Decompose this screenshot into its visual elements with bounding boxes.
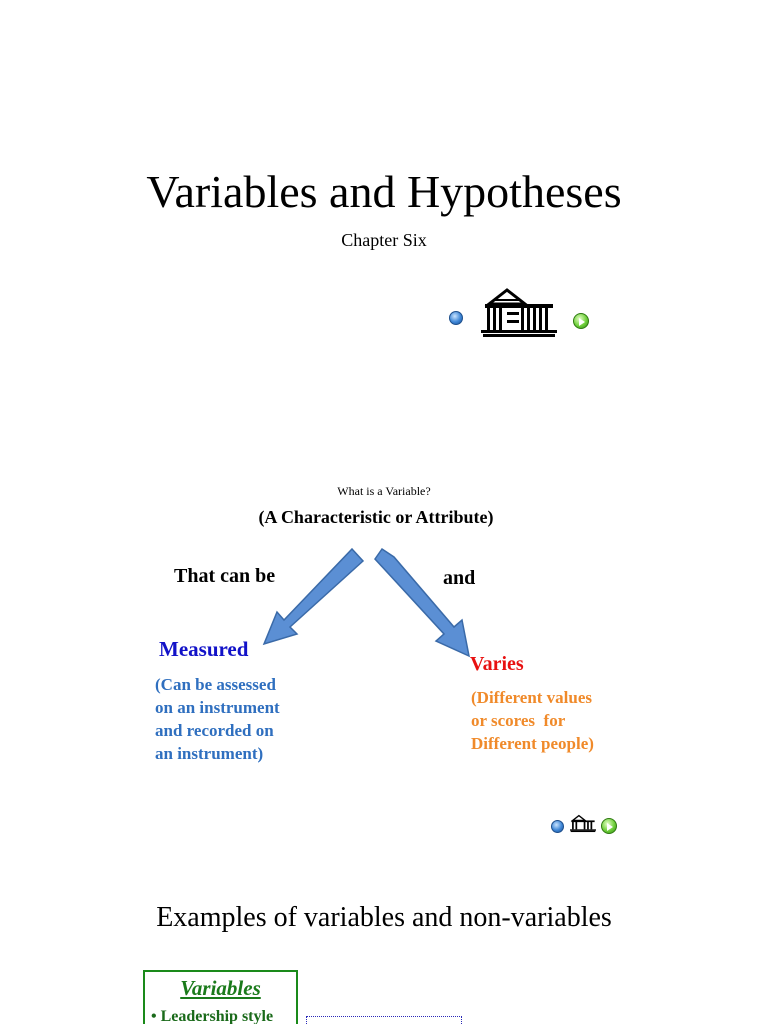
varies-description [471, 686, 671, 755]
back-button-icon[interactable] [551, 820, 564, 833]
slide-title: Variables and Hypotheses [146, 166, 622, 217]
connector-that-can-be: That can be [174, 565, 276, 587]
variables-item-text: Leadership style [160, 1008, 274, 1024]
forward-button-icon[interactable] [601, 818, 617, 834]
variables-heading: Variables [180, 976, 261, 1000]
measured-desc-line: on an instrument [155, 698, 280, 717]
home-building-icon[interactable] [570, 813, 596, 834]
measured-desc-line: an instrument) [155, 744, 264, 763]
measured-label: Measured [159, 637, 249, 661]
measured-description [155, 673, 355, 765]
connector-and: and [443, 567, 476, 589]
variables-box [143, 970, 298, 1024]
examples-title: Examples of variables and non-variables [156, 902, 612, 933]
slide-subtitle: Chapter Six [341, 230, 427, 250]
variable-question: What is a Variable? [337, 484, 431, 498]
varies-label: Varies [470, 653, 524, 675]
variables-item: • Leadership style [151, 1008, 274, 1024]
back-button-icon[interactable] [449, 311, 463, 325]
varies-desc-line: or scores for [471, 711, 566, 730]
left-down-arrow [264, 549, 363, 644]
home-building-icon[interactable] [481, 288, 557, 338]
diagram-arrows [255, 540, 485, 665]
measured-desc-line: and recorded on [155, 721, 274, 740]
varies-desc-line: Different people) [471, 734, 594, 753]
variable-definition: (A Characteristic or Attribute) [258, 507, 494, 527]
non-variables-box [306, 1016, 462, 1024]
forward-button-icon[interactable] [573, 313, 589, 329]
measured-desc-line: (Can be assessed [155, 675, 276, 694]
varies-desc-line: (Different values [471, 688, 593, 707]
